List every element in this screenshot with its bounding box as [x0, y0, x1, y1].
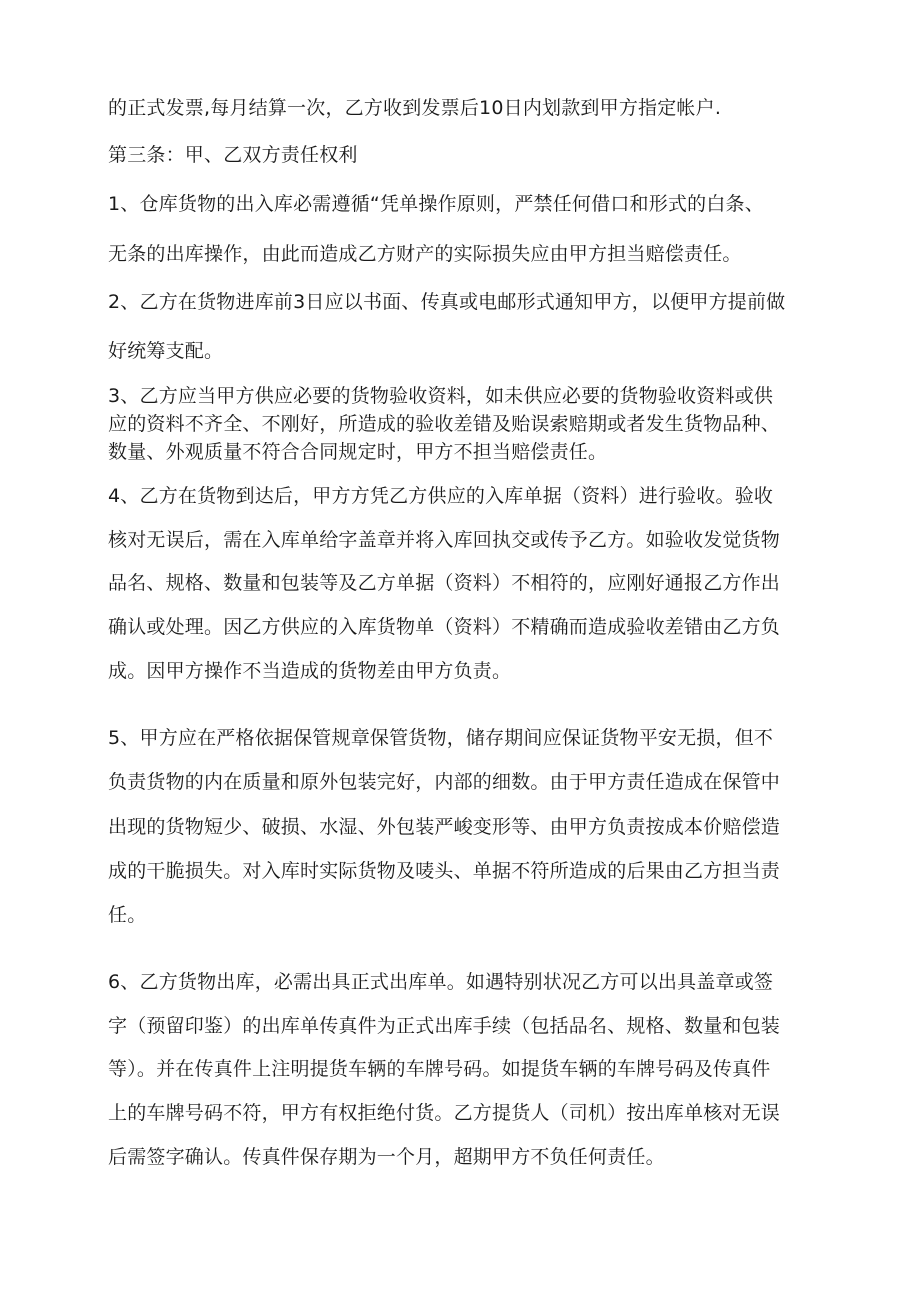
text-line: 的正式发票,每月结算一次，乙方收到发票后10日内划款到甲方指定帐户. [108, 97, 722, 119]
text-line: 成的干脆损失。对入库时实际货物及唛头、单据不符所造成的后果由乙方担当责 [108, 860, 781, 882]
text-line: 上的车牌号码不符，甲方有权拒绝付货。乙方提货人（司机）按出库单核对无误 [108, 1102, 781, 1124]
text-line: 成。因甲方操作不当造成的货物差由甲方负责。 [108, 660, 512, 682]
text-line: 字（预留印鉴）的出库单传真件为正式出库手续（包括品名、规格、数量和包装 [108, 1015, 781, 1037]
text-line: 应的资料不齐全、不刚好，所造成的验收差错及贻误索赔期或者发生货物品种、 [108, 413, 781, 435]
text-line: 后需签字确认。传真件保存期为一个月，超期甲方不负任何责任。 [108, 1146, 665, 1168]
text-line: 好统筹支配。 [108, 340, 224, 362]
section-heading: 第三条：甲、乙双方责任权利 [108, 144, 358, 166]
text-line: 1、仓库货物的出入库必需遵循“凭单操作原则，严禁任何借口和形式的白条、 [108, 193, 764, 215]
text-line: 核对无误后，需在入库单给字盖章并将入库回执交或传予乙方。如验收发觉货物 [108, 529, 781, 551]
text-line: 任。 [108, 904, 147, 926]
text-line: 确认或处理。因乙方供应的入库货物单（资料）不精确而造成验收差错由乙方负 [108, 616, 781, 638]
text-line: 4、乙方在货物到达后，甲方方凭乙方供应的入库单据（资料）进行验收。验收 [108, 485, 774, 507]
text-line: 6、乙方货物出库，必需出具正式出库单。如遇特别状况乙方可以出具盖章或签 [108, 971, 774, 993]
text-line: 无条的出库操作，由此而造成乙方财产的实际损失应由甲方担当赔偿责任。 [108, 243, 742, 265]
text-line: 数量、外观质量不符合合同规定时，甲方不担当赔偿责任。 [108, 441, 608, 463]
text-line: 5、甲方应在严格依据保管规章保管货物，储存期间应保证货物平安无损，但不 [108, 727, 774, 749]
text-line: 出现的货物短少、破损、水湿、外包装严峻变形等、由甲方负责按成本价赔偿造 [108, 816, 781, 838]
text-line: 负责货物的内在质量和原外包装完好，内部的细数。由于甲方责任造成在保管中 [108, 771, 781, 793]
text-line: 等）。并在传真件上注明提货车辆的车牌号码。如提货车辆的车牌号码及传真件 [108, 1058, 771, 1080]
text-line: 3、乙方应当甲方供应必要的货物验收资料，如未供应必要的货物验收资料或供 [108, 385, 774, 407]
text-line: 2、乙方在货物进库前3日应以书面、传真或电邮形式通知甲方，以便甲方提前做 [108, 291, 786, 313]
text-line: 品名、规格、数量和包装等及乙方单据（资料）不相符的，应刚好通报乙方作出 [108, 572, 781, 594]
